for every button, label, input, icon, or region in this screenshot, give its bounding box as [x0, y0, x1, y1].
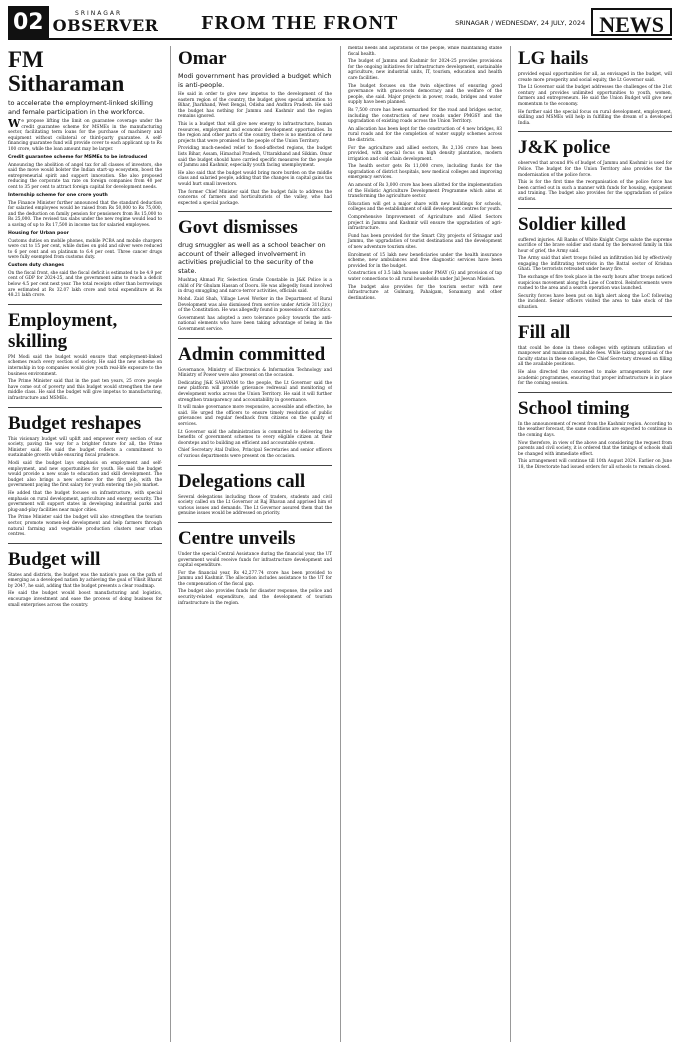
- headline-fill-all: Fill all: [518, 321, 571, 343]
- column-4: [510, 46, 672, 1042]
- body-text: An amount of Rs 3,000 crore has been allotted for the implementation of the Holistic Agriculture Development Programme which aims at transforming the agriculture sector.: [348, 183, 502, 200]
- headline-omar: Omar: [178, 48, 227, 69]
- divider: [8, 543, 162, 544]
- body-text: This visionary budget will uplift and empower every section of our society, paving the way for a brighter future for all, the Prime Minister said. He said the budget reflects a commitment to sustainable growth while ensuring fiscal prudence.: [8, 436, 162, 459]
- headline-budget-will: Budget will: [8, 548, 101, 570]
- headline-centre-unveils: Centre unveils: [178, 527, 296, 549]
- divider: [518, 392, 672, 393]
- body-text: observed that around 8% of budget of Jammu and Kashmir is used for Police. The budget for the Union Territory also provides for the modernisation of the police force.: [518, 161, 672, 178]
- lead-govt-dismisses: drug smuggler as well as a school teacher on account of their alleged involvement in activities prejudicial to the security of the state.: [178, 241, 326, 275]
- body-text: This is for the first time the reorganisation of the police force has been carried out in such a manner with funds for housing, equipment and training. The budget also provides for the upgradation of police stations.: [518, 180, 672, 202]
- lead-fm-sitharaman: to accelerate the employment-linked skilling and female participation in the workforce.: [8, 99, 154, 116]
- body-text: The health sector gets Rs 11,000 crore, including funds for the upgradation of district hospitals, new medical colleges and improving emergency services.: [348, 164, 502, 181]
- body-text: He added that the budget focuses on infrastructure, with special emphasis on rural development, agriculture and energy security. The government will support states in developing industrial parks and plug-and-play facilities near major cities.: [8, 490, 162, 513]
- headline-budget-reshapes: Budget reshapes: [8, 412, 142, 434]
- headline-govt-dismisses: Govt dismisses: [178, 217, 298, 239]
- page-number: 02: [8, 6, 49, 38]
- body-text: It will make governance more responsive, accessible and effective, he said. He urged the officers to ensure timely resolution of public grievances and regular feedback from citizens on the quality of services.: [178, 405, 332, 427]
- body-text: Announcing the abolition of angel tax for all classes of investors, she said the move would bolster the Indian start-up ecosystem, boost the entrepreneurial spirit and support innovation. She also proposed reducing the corporate tax rate on foreign companies from 40 per cent to 35 per cent to attract foreign capital for development needs.: [8, 162, 162, 190]
- body-text: This arrangement will continue till 10th August 2024. Earlier on June 18, the Directorate had issued orders for all schools to remain closed.: [518, 459, 672, 470]
- body-text: In the announcement of recent from the Kashmir region. According to the weather forecast, the same conditions are expected to continue in the coming days.: [518, 421, 672, 438]
- headline-school-timing: School timing: [518, 397, 630, 419]
- body-text: suffered injuries. All Ranks of White Knight Corps salute the supreme sacrifice of the brave soldier and stand by the bereaved family in this hour of grief, the Army said.: [518, 237, 672, 254]
- body-text: For the financial year, Rs 42,277.74 crore has been provided to Jammu and Kashmir. The allocation includes assistance to the UT for the compensation of the fiscal gap.: [178, 570, 332, 587]
- lead-omar: Modi government has provided a budget which is anti-people.: [178, 72, 332, 89]
- divider: [178, 211, 332, 212]
- masthead: [8, 6, 672, 40]
- body-text: The Prime Minister said that in the past ten years, 25 crore people have come out of poverty and this budget would strengthen the new middle class. He said the budget will give impetus to manufacturing, infrastructure and MSMEs.: [8, 379, 162, 401]
- headline-admin-committed: Admin committed: [178, 343, 326, 365]
- logo-main-text: OBSERVER: [52, 15, 159, 35]
- body-text: Construction of 3.5 lakh houses under PMAY (G) and provision of tap water connections to all rural households under Jal Jeevan Mission.: [348, 271, 502, 282]
- subhead: Housing for Urban poor: [8, 230, 69, 236]
- subhead: Internship scheme for one crore youth: [8, 192, 108, 198]
- body-text: For the agriculture and allied sectors, Rs 2,136 crore has been provided, with special focus on high density plantation, modern irrigation and cold chain development.: [348, 145, 502, 162]
- body-text: The Prime Minister said the budget will also strengthen the tourism sector, promote women-led development and help farmers through natural farming and vegetable production clusters near urban centres.: [8, 515, 162, 538]
- body-text: The budget also provides for the tourism sector with new infrastructure at Gulmarg, Pahalgam, Sonamarg and other destinations.: [348, 284, 502, 301]
- body-text: The Lt Governor said the budget addresses the challenges of the 21st century and provides unlimited opportunities to youth, women, farmers and entrepreneurs. He said the Union Budget will give new momentum to the economy.: [518, 85, 672, 107]
- body-text: The Army said that alert troops foiled an infiltration bid by effectively engaging the infiltrating terrorists in the Battal sector of Krishna Ghati. The terrorists retreated under heavy fire.: [518, 256, 672, 273]
- body-text: He also said that the budget would bring more burden on the middle class and salaried people, adding that the changes in capital gains tax would hurt small investors.: [178, 170, 332, 187]
- body-text: States and districts, the budget was the nation's pass on the path of emerging as a developed nation by achieving the goal of Viksit Bharat by 2047, he said, adding that the budget presents a clear roadmap.: [8, 572, 162, 589]
- divider: [518, 131, 672, 132]
- body-text: Security forces have been put on high alert along the LoC following the incident. Senior officers visited the area to take stock of the situation.: [518, 293, 672, 311]
- column-2: [170, 46, 332, 1042]
- headline-delegations: Delegations call: [178, 470, 306, 492]
- columns: [8, 46, 672, 1042]
- section-title: FROM THE FRONT: [201, 12, 399, 34]
- logo-top-text: SRINAGAR: [75, 9, 123, 17]
- divider: [8, 407, 162, 408]
- column-3: [340, 46, 502, 1042]
- body-text: He further said the special focus on rural development, employment, skilling and MSMEs will help in fulfilling the dream of a developed India.: [518, 109, 672, 126]
- subhead: Custom duty changes: [8, 262, 64, 268]
- body-text: He also directed the concerned to make arrangements for new academic programmes, ensuring that proper infrastructure is in place for the coming session.: [518, 370, 672, 387]
- body-text: mental needs and aspirations of the people, while maintaining stable fiscal health.: [348, 46, 502, 57]
- headline-soldier-killed: Soldier killed: [518, 213, 626, 235]
- body-text: Mushtaq Ahmad Pir, Selection Grade Constable in J&K Police is a child of Pir Ghulam Hassan of Dooru. He was allegedly found involved in drug smuggling and narco-terror activities, officials said.: [178, 278, 332, 295]
- body-text: Modi said the budget lays emphasis on employment and self-employment, and new opportunities for youth. He said the budget would provide a new scale to education and skill development. The budget also brings a new scheme for the first job, with the government paying the first salary for youth entering the job market.: [8, 460, 162, 489]
- body-text: Rs 7,500 crore has been earmarked for the road and bridges sector, including the construction of new roads under PMGSY and the upgradation of existing roads across the Union Territory.: [348, 107, 502, 125]
- divider: [178, 465, 332, 466]
- body-text: He said the budget would boost manufacturing and logistics, encourage investment and ease the process of doing business for small enterprises across the country.: [8, 591, 162, 608]
- body-text: Education will get a major share with new buildings for schools, colleges and the establishment of skill development centres for youth.: [348, 201, 502, 213]
- divider: [518, 208, 672, 209]
- body-text: Government has adopted a zero tolerance policy towards the anti-national elements who have been taking advantage of being in the Government service.: [178, 315, 332, 333]
- body-text: He said in order to give new impetus to the development of the eastern region of the country, the budget gives special attention to Bihar, Jharkhand, West Bengal, Odisha and Andhra Pradesh. He said the budget has nothing for Jammu and Kashmir and the region remains ignored.: [178, 92, 332, 120]
- headline-lg-hails: LG hails: [518, 48, 589, 69]
- body-text: Mohd. Zaid Shah, Village Level Worker in the Department of Rural Development was also dismissed from service under Article 311(2)(c) of the Constitution. He was allegedly found in possession of narcotics.: [178, 297, 332, 314]
- body-text: The budget also provides funds for disaster response, the police and security-related expenditure, and the development of tourism infrastructure in the region.: [178, 589, 332, 606]
- body-text: The former Chief Minister said that the budget fails to address the concerns of farmers and horticulturists of the valley, who had expected a special package.: [178, 189, 332, 206]
- body-text: that could be done in these colleges with optimum utilization of manpower and maximum available fees. While taking appraisal of the faculty status in these colleges, the Chief Secretary stressed on filling all the available positions.: [518, 345, 672, 368]
- newspaper-logo: [52, 6, 159, 38]
- body-text: provided equal opportunities for all, as envisaged in the budget, will create more prosperity and social equity, the Lt Governor said.: [518, 72, 672, 83]
- divider: [8, 304, 162, 305]
- divider: [178, 522, 332, 523]
- subhead: Credit guarantee scheme for MSMEs to be introduced: [8, 154, 148, 160]
- body-text: Lt Governor said the administration is committed to delivering the benefits of government schemes to every eligible citizen at their doorsteps and to building an efficient and accountable system.: [178, 429, 332, 446]
- body-text: Enrolment of 15 lakh new beneficiaries under the health insurance scheme, new ambulances and free diagnostic services have been provided for in the budget.: [348, 252, 502, 269]
- dateline: SRINAGAR / WEDNESDAY, 24 JULY, 2024: [455, 19, 586, 27]
- body-text: Now therefore, in view of the above and considering the request from parents and civil society, it is ordered that the timings of schools shall be changed with immediate effect.: [518, 440, 672, 457]
- column-1: [8, 46, 162, 1042]
- body-text: Fund has been provided for the Smart City projects of Srinagar and Jammu, the upgradation of tourist destinations and the development of new adventure tourism sites.: [348, 233, 502, 250]
- body-text: Dedicating J&K SAHAYAM to the people, the Lt Governor said the new platform will provide grievance redressal and monitoring of development works across the Union Territory. He said it will further strengthen transparency and accountability in governance.: [178, 380, 332, 403]
- body-text: Comprehensive Improvement of Agriculture and Allied Sectors project in Jammu and Kashmir will ensure the upgradation of agri-infrastructure.: [348, 215, 502, 232]
- headline-jk-police: J&K police: [518, 137, 611, 159]
- body-text: Under the special Central Assistance during the financial year, the UT government would receive funds for infrastructure development and capital expenditure.: [178, 551, 332, 569]
- section-label: NEWS: [591, 8, 672, 36]
- body-text: Several delegations including those of traders, students and civil society called on the Lt Governor at Raj Bhavan and apprised him of various issues and demands. The Lt Governor assured them that the genuine issues would be addressed on priority.: [178, 494, 332, 517]
- body-text: The budget focuses on the twin objectives of ensuring good governance with grass-roots democracy and the welfare of the people, she said. Major projects in power, roads, bridges and water supply have been planned.: [348, 83, 502, 106]
- headline-fm-sitharaman: FM Sitharaman: [8, 47, 125, 96]
- divider: [178, 338, 332, 339]
- body-text: Customs duties on mobile phones, mobile PCBA and mobile chargers were cut to 15 per cent, while duties on gold and silver were reduced to 6 per cent and on platinum to 6.4 per cent. Three cancer drugs were fully exempted from customs duty.: [8, 238, 162, 261]
- body-text: The budget of Jammu and Kashmir for 2024-25 provides provisions for the ongoing initiatives for infrastructure development, sustainable agriculture, new industrial units, IT, tourism, education and health care facilities.: [348, 59, 502, 81]
- body-text: PM Modi said the budget would ensure that employment-linked schemes reach every section of society. He said the new scheme on internship in top companies would give youth real-life exposure to the business environment.: [8, 354, 162, 377]
- headline-employment: Employment, skilling: [8, 309, 118, 352]
- divider: [518, 316, 672, 317]
- body-text: We propose lifting the limit on guarantee coverage under the credit guarantee scheme for MSMEs in the manufacturing sector, facilitating term loans for the purchase of machinery and equipment without collateral or third-party guarantee. A self-financing guarantee fund will provide cover to each applicant up to Rs 100 crore, while the loan amount may be larger.: [8, 117, 162, 152]
- body-text: The Finance Minister further announced that the standard deduction for salaried employees would be raised from Rs 50,000 to Rs 75,000, and the deduction on family pension for pensioners from Rs 15,000 to Rs 25,000. The revised tax slabs under the new regime would lead to a saving of up to Rs 17,500 in income tax for salaried employees.: [8, 200, 162, 228]
- body-text: This is a budget that will give new energy to infrastructure, human resources, employment and economic development opportunities. In the region and other parts of the country, there is no mention of new projects that were promised to the people of the Union Territory.: [178, 121, 332, 144]
- body-text: Governance, Ministry of Electronics & Information Technology and Ministry of Power were also present on the occasion.: [178, 367, 332, 379]
- body-text: An allocation has been kept for the construction of 4 new bridges, 83 rural roads and for the completion of water supply schemes across the districts.: [348, 126, 502, 143]
- body-text: Chief Secretary Atal Dulloo, Principal Secretaries and senior officers of various departments were present on the occasion.: [178, 448, 332, 459]
- body-text: On the fiscal front, she said the fiscal deficit is estimated to be 4.9 per cent of GDP for 2024-25, and the government aims to reach a deficit below 4.5 per cent next year. The total receipts other than borrowings are estimated at Rs 32.07 lakh crore and total expenditure at Rs 48.21 lakh crore.: [8, 270, 162, 299]
- body-text: Providing much-needed relief to flood-affected regions, the budget lists Bihar, Assam, Himachal Pradesh, Uttarakhand and Sikkim. Omar said the budget should have carried specific measures for the people of Jammu and Kashmir, especially youth facing unemployment.: [178, 146, 332, 169]
- body-text: The exchange of fire took place in the early hours after troops noticed suspicious movement along the Line of Control. Reinforcements were rushed to the area and a search operation was launched.: [518, 275, 672, 292]
